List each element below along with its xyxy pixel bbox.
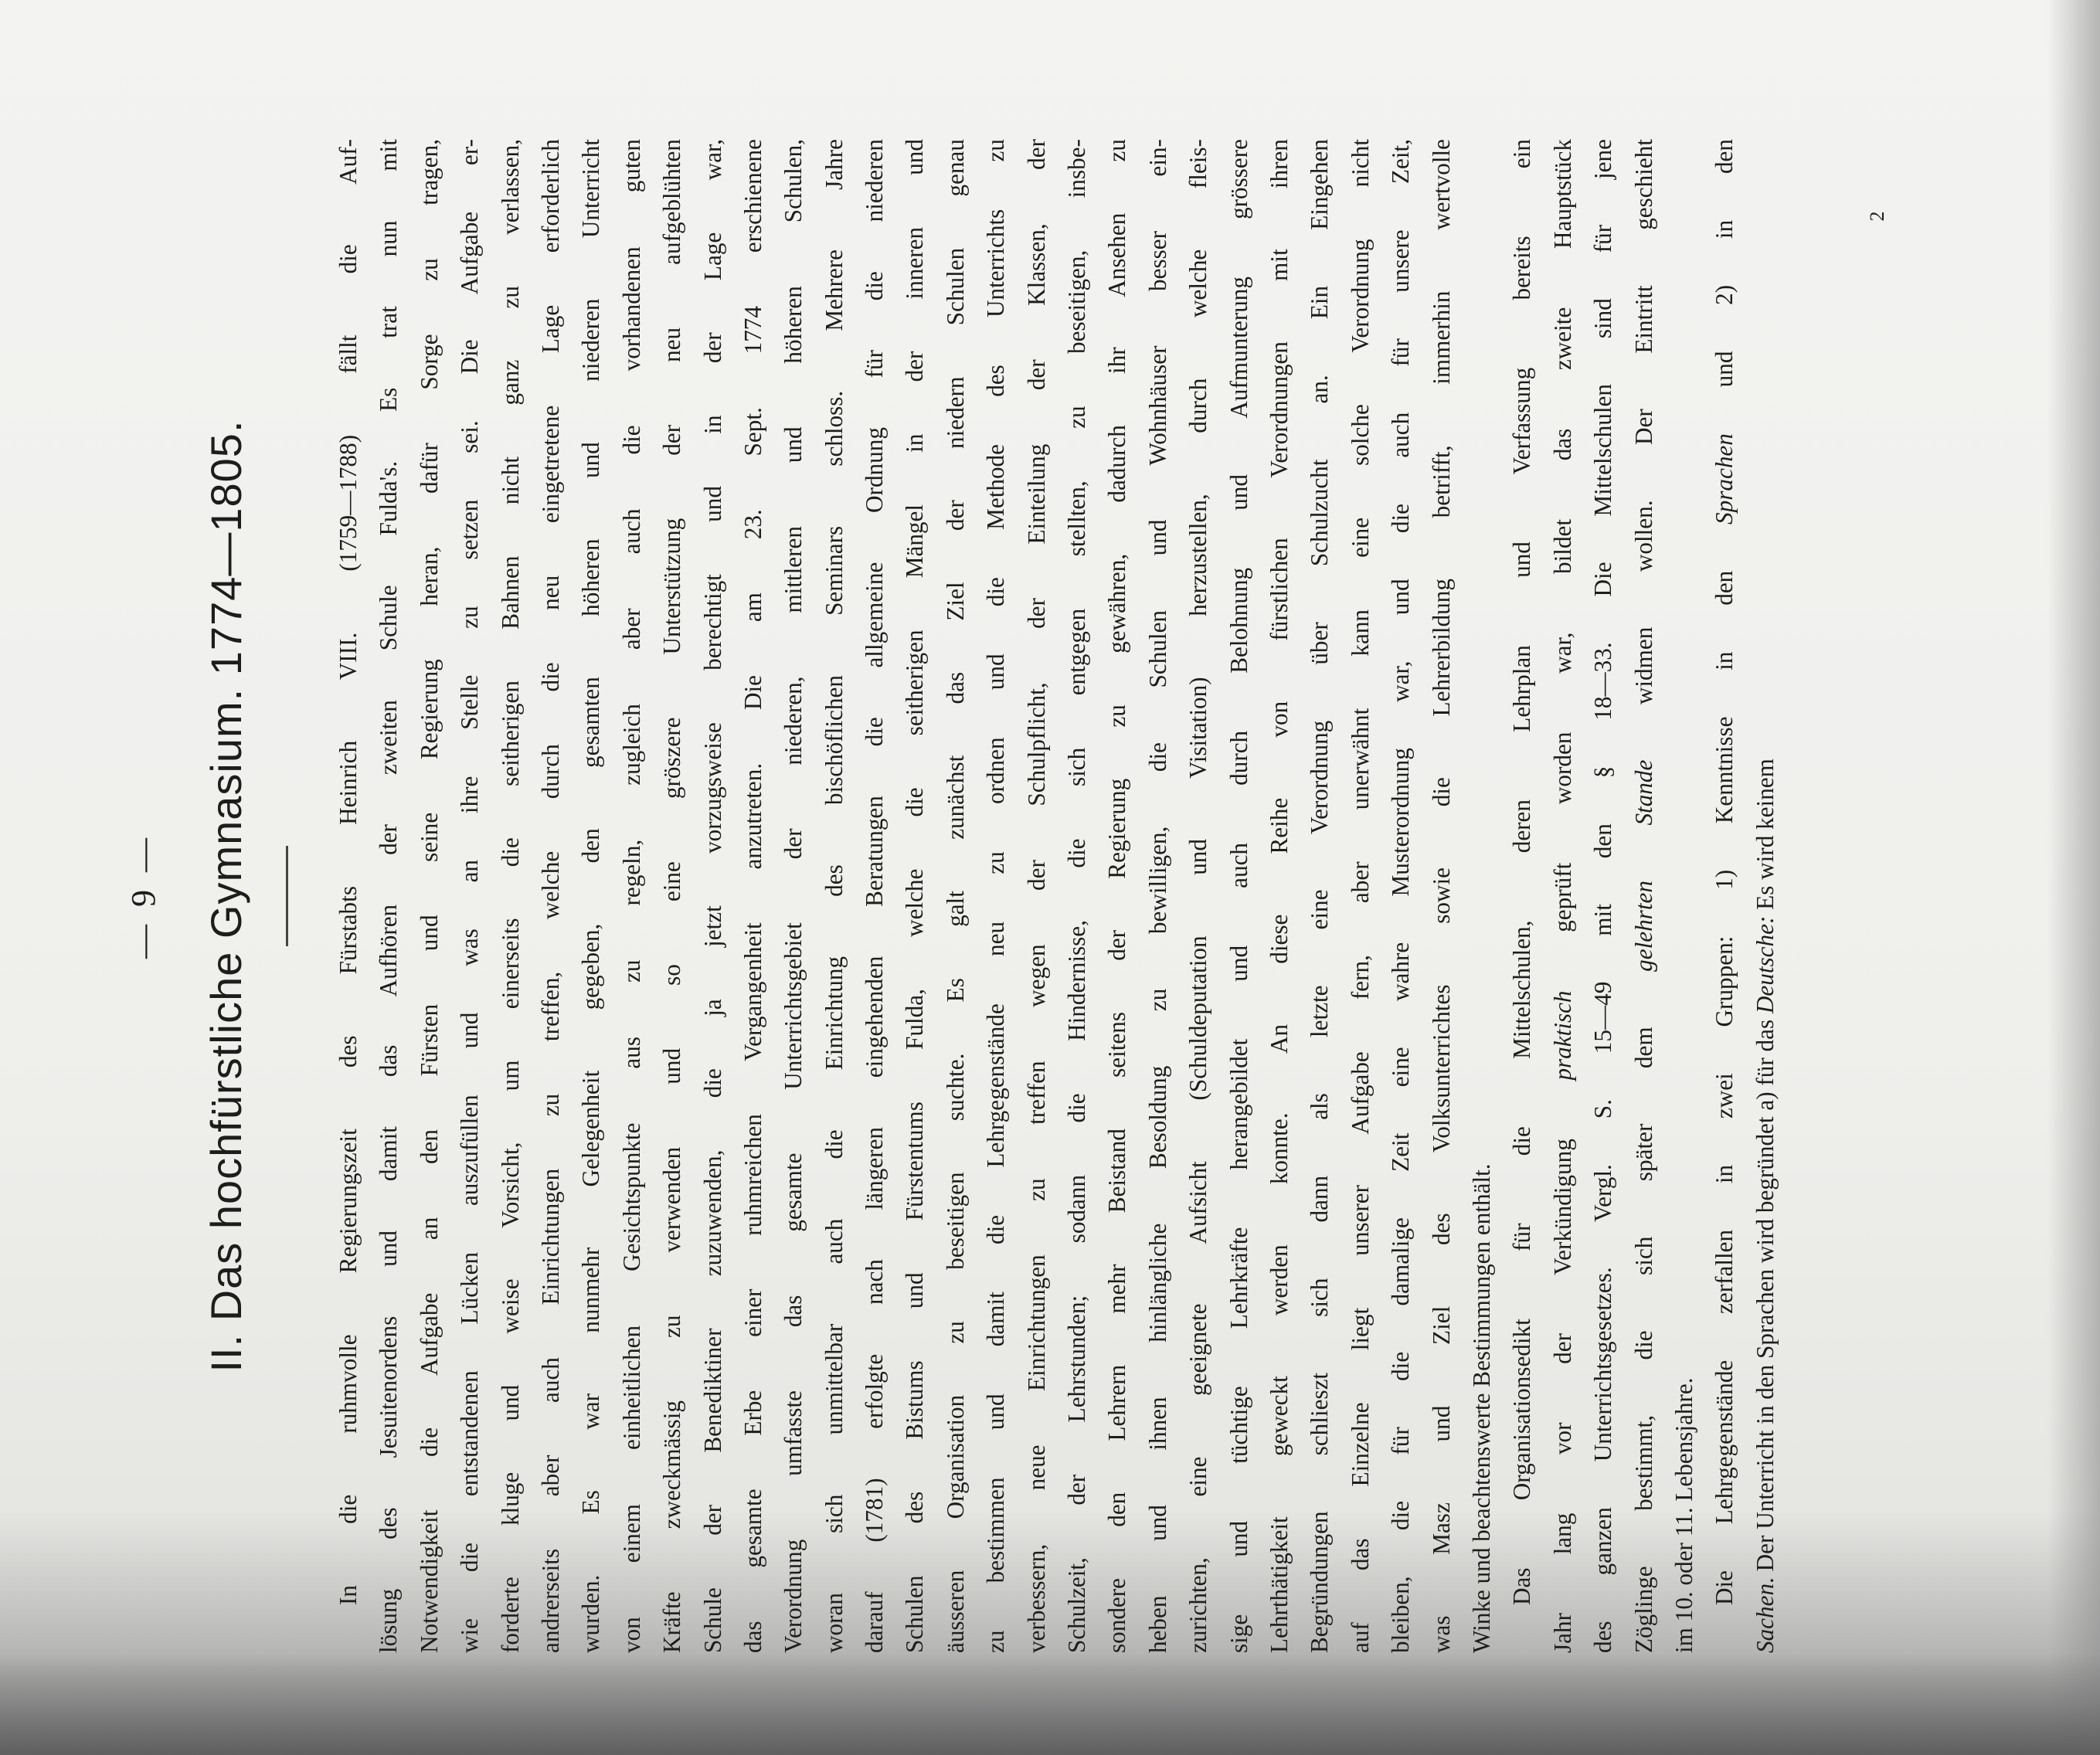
text-line: bleiben, die für die damalige Zeit eine wahre Musterordnung war, und die auch für unsere Zeit, bbox=[1387, 139, 1415, 1653]
text-line: forderte kluge und weise Vorsicht, um einerseits die seitherigen Bahnen nicht ganz zu verlassen, bbox=[496, 139, 524, 1653]
emphasized-text: Sachen bbox=[1751, 1583, 1779, 1653]
text-line: zurichten, eine geeignete Aufsicht (Schuldeputation und Visitation) herzustellen, durch welche fleis- bbox=[1184, 139, 1212, 1653]
text-line: Kräfte zweckmässig zu verwenden und so eine gröszere Unterstützung der neu aufgeblühten bbox=[658, 139, 686, 1653]
text-line: Schulzeit, der Lehrstunden; sodann die Hindernisse, die sich entgegen stellten, zu beseitigen, insbe- bbox=[1063, 139, 1091, 1653]
text-line: wie die entstandenen Lücken auszufüllen und was an ihre Stelle zu setzen sei. Die Aufgabe er- bbox=[456, 139, 484, 1653]
text-line: Jahr lang vor der Verkündigung praktisch geprüft worden war, bildet das zweite Hauptstück bbox=[1548, 139, 1576, 1653]
text-line: lösung des Jesuitenordens und damit das Aufhören der zweiten Schule Fulda's. Es trat nun mit bbox=[375, 139, 403, 1653]
text-line: wurden. Es war nunmehr Gelegenheit gegeben, den gesamten höheren und niederen Unterricht bbox=[577, 139, 605, 1653]
page-edge-shadow-bottom bbox=[0, 1653, 2100, 1755]
page-edge-shadow-right bbox=[2047, 0, 2100, 1755]
emphasized-text: Sprachen bbox=[1711, 433, 1738, 524]
text-line: zu bestimmen und damit die Lehrgegenstände neu zu ordnen und die Methode des Unterrichts zu bbox=[982, 139, 1010, 1653]
text-line: andrerseits aber auch Einrichtungen zu treffen, welche durch die neu eingetretene Lage erforderlich bbox=[536, 139, 564, 1653]
text-line: auf das Einzelne liegt unserer Aufgabe fern, aber unerwähnt kann eine solche Verordnung nicht bbox=[1346, 139, 1374, 1653]
text-line: Begründungen schlieszt sich dann als letzte eine Verordnung über Schulzucht an. Ein Eingehen bbox=[1306, 139, 1334, 1653]
rotated-printed-page bbox=[124, 139, 1888, 1653]
text-line: Verordnung umfasste das gesamte Unterrichtsgebiet der niederen, mittleren und höheren Schulen, bbox=[780, 139, 807, 1653]
text-line: das gesamte Erbe einer ruhmreichen Vergangenheit anzutreten. Die am 23. Sept. 1774 erschienene bbox=[739, 139, 766, 1653]
printer-signature-mark: 2 bbox=[1866, 211, 1888, 222]
text-line: des ganzen Unterrichtsgesetzes. Vergl. S. 15—49 mit den § 18—33. Die Mittelschulen sind für jene bbox=[1589, 139, 1617, 1653]
paragraph bbox=[1502, 139, 1704, 1653]
page-number: — 9 — bbox=[124, 833, 162, 959]
text-line: verbessern, neue Einrichtungen zu treffen wegen der Schulpflicht, der Einteilung der Klassen, der bbox=[1022, 139, 1050, 1653]
text-line: Notwendigkeit die Aufgabe an den Fürsten und seine Regierung heran, dafür Sorge zu tragen, bbox=[415, 139, 443, 1653]
emphasized-text: praktisch bbox=[1548, 990, 1576, 1081]
text-line: Sachen. Der Unterricht in den Sprachen wird begründet a) für das Deutsche: Es wird keinem bbox=[1751, 759, 1779, 1653]
text-line: darauf (1781) erfolgte nach längeren eingehenden Beratungen die allgemeine Ordnung für die niederen bbox=[861, 139, 889, 1653]
chapter-title: II. Das hochfürstliche Gymnasium. 1774—1805. bbox=[202, 419, 250, 1373]
text-line: äusseren Organisation zu beseitigen suchte. Es galt zunächst das Ziel der niedern Schulen genau bbox=[941, 139, 969, 1653]
text-line: was Masz und Ziel des Volksunterrichtes sowie die Lehrerbildung betrifft, immerhin wertvolle bbox=[1427, 139, 1455, 1653]
text-line: sondere den Lehrern mehr Beistand seitens der Regierung zu gewähren, dadurch ihr Ansehen zu bbox=[1103, 139, 1131, 1653]
text-line: Schulen des Bistums und Fürstentums Fulda, welche die seitherigen Mängel in der inneren und bbox=[901, 139, 929, 1653]
text-line: In die ruhmvolle Regierungszeit des Fürstabts Heinrich VIII. (1759—1788) fällt die Auf- bbox=[335, 139, 362, 1605]
emphasized-text: Deutsche: bbox=[1751, 915, 1779, 1014]
text-line: sige und tüchtige Lehrkräfte herangebildet und auch durch Belohnung und Aufmunterung grössere bbox=[1225, 139, 1252, 1653]
paragraph bbox=[328, 139, 1502, 1653]
text-line: Zöglinge bestimmt, die sich später dem gelehrten Stande widmen wollen. Der Eintritt geschieht bbox=[1629, 139, 1657, 1653]
text-line: Winke und beachtenswerte Bestimmungen enthält. bbox=[1467, 1163, 1495, 1653]
title-underline-rule bbox=[286, 846, 288, 946]
emphasized-text: gelehrten Stande bbox=[1629, 759, 1657, 972]
text-line: von einem einheitlichen Gesichtspunkte aus zu regeln, zugleich aber auch die vorhandenen guten bbox=[617, 139, 645, 1653]
paragraph bbox=[1704, 139, 1786, 1653]
text-line: Das Organisationsedikt für die Mittelschulen, deren Lehrplan und Verfassung bereits ein bbox=[1508, 139, 1536, 1605]
text-line: Lehrthätigkeit geweckt werden konnte. An diese Reihe von fürstlichen Verordnungen mit ihren bbox=[1265, 139, 1293, 1653]
text-line: woran sich unmittelbar auch die Einrichtung des bischöflichen Seminars schloss. Mehrere Jahre bbox=[820, 139, 848, 1653]
text-line: im 10. oder 11. Lebensjahre. bbox=[1670, 1377, 1697, 1653]
body-text bbox=[328, 139, 1786, 1653]
text-line: heben und ihnen hinlängliche Besoldung zu bewilligen, die Schulen und Wohnhäuser besser ein- bbox=[1143, 139, 1171, 1653]
text-line: Schule der Benediktiner zuzuwenden, die ja jetzt vorzugsweise berechtigt und in der Lage war, bbox=[698, 139, 726, 1653]
text-line: Die Lehrgegenstände zerfallen in zwei Gruppen: 1) Kenntnisse in den Sprachen und 2) in den bbox=[1711, 139, 1738, 1605]
